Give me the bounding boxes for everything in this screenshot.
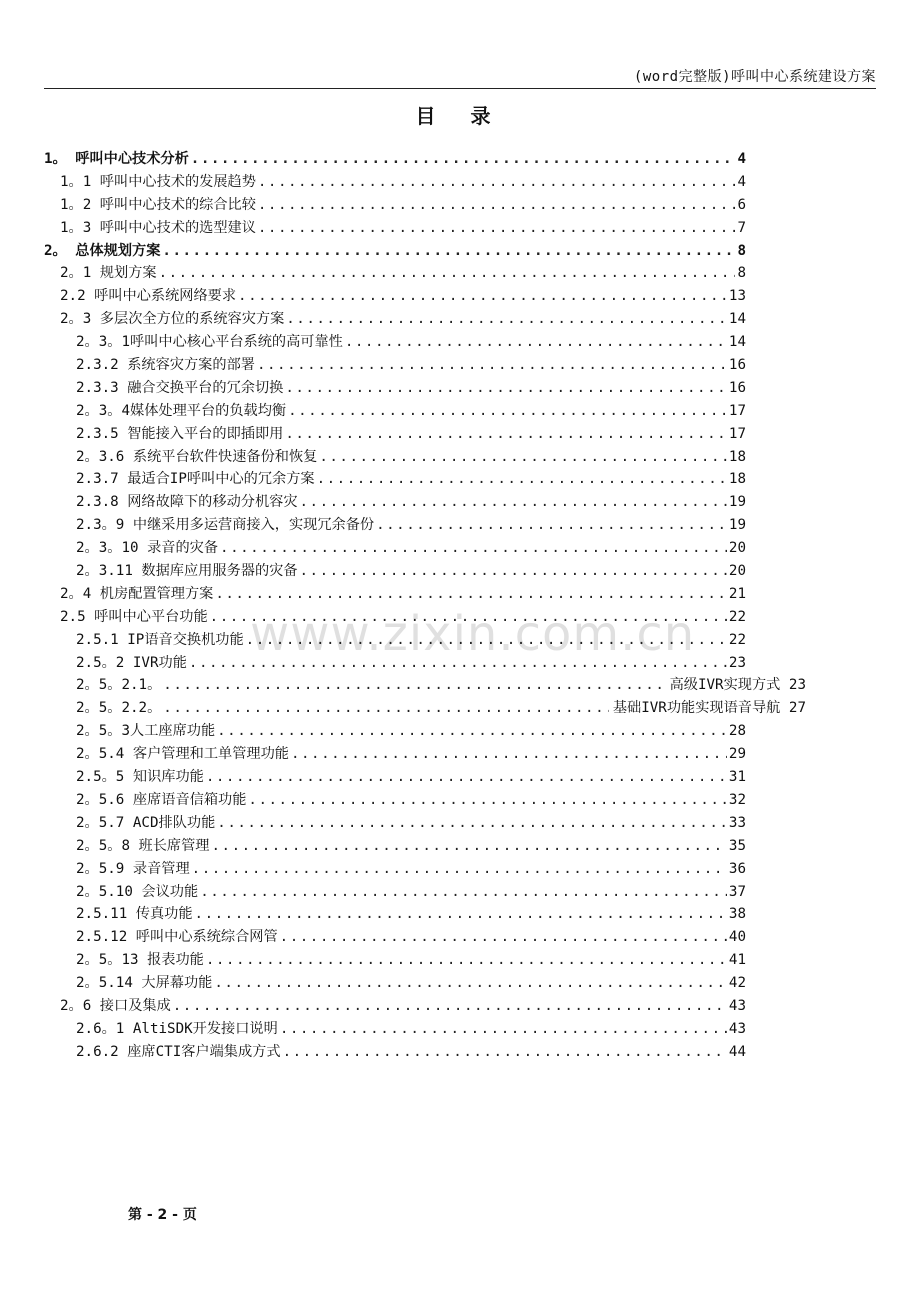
toc-entry[interactable] bbox=[44, 331, 746, 354]
toc-leader-dots bbox=[173, 998, 727, 1014]
toc-entry-label: 2。1 规划方案 bbox=[60, 265, 157, 282]
toc-entry[interactable] bbox=[44, 400, 746, 423]
toc-page-number: 16 bbox=[728, 379, 746, 396]
toc-page-number: 29 bbox=[728, 746, 746, 763]
toc-page-number: 43 bbox=[728, 1020, 746, 1037]
toc-page-number: 23 bbox=[788, 677, 806, 694]
toc-entry[interactable] bbox=[44, 812, 746, 835]
toc-leader-dots bbox=[291, 746, 727, 762]
toc-page-number: 27 bbox=[788, 700, 806, 717]
header-note: (word完整版)呼叫中心系统建设方案 bbox=[633, 69, 876, 85]
toc-leader-dots bbox=[257, 357, 727, 373]
toc-page-number: 35 bbox=[728, 837, 746, 854]
toc-leader-dots bbox=[192, 861, 727, 877]
toc-page-number: 23 bbox=[728, 654, 746, 671]
toc-page-number: 20 bbox=[728, 540, 746, 557]
toc-leader-dots bbox=[200, 884, 727, 900]
toc-leader-dots bbox=[258, 220, 736, 236]
toc-leader-dots bbox=[217, 815, 727, 831]
toc-entry-label: 2。5。8 班长席管理 bbox=[76, 837, 210, 854]
toc-leader-dots bbox=[214, 975, 727, 991]
toc-leader-dots bbox=[300, 494, 727, 510]
toc-entry-label: 2。3。4媒体处理平台的负载均衡 bbox=[76, 402, 287, 419]
toc-entry[interactable] bbox=[44, 949, 746, 972]
toc-entry[interactable] bbox=[44, 881, 746, 904]
toc-entry[interactable] bbox=[44, 835, 746, 858]
table-of-contents bbox=[44, 148, 806, 1064]
toc-page-number: 21 bbox=[728, 585, 746, 602]
toc-entry-label: 2.5 呼叫中心平台功能 bbox=[60, 608, 208, 625]
toc-leader-dots bbox=[217, 723, 727, 739]
toc-entry[interactable] bbox=[44, 217, 746, 240]
toc-entry[interactable] bbox=[44, 308, 746, 331]
toc-leader-dots bbox=[258, 174, 736, 190]
toc-entry-label: 2.2 呼叫中心系统网络要求 bbox=[60, 288, 237, 305]
toc-entry[interactable] bbox=[44, 537, 746, 560]
toc-leader-dots bbox=[220, 540, 727, 556]
toc-leader-dots bbox=[285, 380, 727, 396]
toc-title: 目 录 bbox=[415, 104, 505, 128]
toc-page-number: 6 bbox=[737, 196, 746, 213]
toc-entry[interactable] bbox=[44, 285, 746, 308]
toc-entry-label: 2.3.7 最适合IP呼叫中心的冗余方案 bbox=[76, 471, 315, 488]
toc-leader-dots bbox=[300, 563, 727, 579]
toc-page-number: 17 bbox=[728, 425, 746, 442]
toc-entry[interactable] bbox=[44, 903, 746, 926]
toc-leader-dots bbox=[317, 471, 727, 487]
toc-leader-dots bbox=[195, 906, 727, 922]
toc-leader-dots bbox=[319, 449, 727, 465]
toc-entry-label: 2.3。9 中继采用多运营商接入，实现冗余备份 bbox=[76, 517, 375, 534]
toc-page-number: 16 bbox=[728, 357, 746, 374]
toc-page-number: 18 bbox=[728, 448, 746, 465]
toc-leader-dots bbox=[206, 952, 727, 968]
toc-entry[interactable] bbox=[44, 1018, 746, 1041]
toc-entry-label: 2。3.11 数据库应用服务器的灾备 bbox=[76, 563, 298, 580]
toc-entry-label: 2。5.4 客户管理和工单管理功能 bbox=[76, 746, 289, 763]
toc-page-number: 14 bbox=[728, 334, 746, 351]
toc-leader-dots bbox=[210, 609, 727, 625]
toc-page-number: 4 bbox=[737, 173, 746, 190]
toc-entry[interactable] bbox=[44, 583, 746, 606]
toc-leader-dots bbox=[286, 311, 727, 327]
toc-leader-dots bbox=[288, 403, 727, 419]
toc-leader-dots bbox=[206, 769, 727, 785]
toc-entry-label: 2。5.14 大屏幕功能 bbox=[76, 975, 213, 992]
toc-leader-dots bbox=[189, 655, 727, 671]
toc-entry-label: 2。5.7 ACD排队功能 bbox=[76, 814, 216, 831]
toc-page-number: 33 bbox=[728, 814, 746, 831]
toc-page-number: 8 bbox=[737, 265, 746, 282]
toc-leader-dots bbox=[159, 265, 736, 281]
toc-page-number: 28 bbox=[728, 723, 746, 740]
toc-entry[interactable] bbox=[44, 697, 806, 720]
spacer bbox=[780, 677, 789, 693]
toc-page-number: 4 bbox=[737, 151, 746, 167]
toc-entry-label: 2。5.6 座席语音信箱功能 bbox=[76, 791, 247, 808]
toc-entry-trail-title: 高级IVR实现方式 bbox=[669, 677, 781, 694]
toc-page-number: 17 bbox=[728, 402, 746, 419]
toc-entry[interactable] bbox=[44, 674, 806, 697]
toc-entry[interactable] bbox=[44, 629, 746, 652]
page-footer: 第 - 2 - 页 bbox=[128, 1207, 197, 1223]
toc-entry-label: 2.3.3 融合交换平台的冗余切换 bbox=[76, 379, 284, 396]
toc-page-number: 38 bbox=[728, 906, 746, 923]
toc-entry[interactable] bbox=[44, 995, 746, 1018]
toc-leader-dots bbox=[191, 151, 736, 167]
toc-page-number: 41 bbox=[728, 952, 746, 969]
toc-page-number: 31 bbox=[728, 769, 746, 786]
toc-page-number: 8 bbox=[737, 242, 746, 259]
toc-entry-label: 1。 呼叫中心技术分析 bbox=[44, 151, 189, 167]
toc-entry[interactable] bbox=[44, 766, 746, 789]
toc-page-number: 7 bbox=[737, 219, 746, 236]
toc-leader-dots bbox=[215, 586, 727, 602]
spacer bbox=[780, 700, 789, 716]
toc-entry-label: 2。5.10 会议功能 bbox=[76, 883, 199, 900]
toc-entry-label: 2.3.5 智能接入平台的即插即用 bbox=[76, 425, 284, 442]
watermark: www.zixin.com.cn bbox=[250, 606, 696, 662]
toc-entry[interactable] bbox=[44, 858, 746, 881]
toc-leader-dots bbox=[280, 929, 727, 945]
toc-entry[interactable] bbox=[44, 652, 746, 675]
toc-entry-label: 2。5。2.1。 bbox=[76, 677, 162, 694]
toc-leader-dots bbox=[238, 288, 727, 304]
toc-entry[interactable] bbox=[44, 171, 746, 194]
header-divider bbox=[44, 88, 876, 89]
toc-page-number: 42 bbox=[728, 975, 746, 992]
toc-page-number: 43 bbox=[728, 997, 746, 1014]
toc-entry-label: 2。4 机房配置管理方案 bbox=[60, 585, 214, 602]
toc-entry-label: 2.5。2 IVR功能 bbox=[76, 654, 187, 671]
toc-entry-label: 2.5。5 知识库功能 bbox=[76, 769, 204, 786]
toc-entry[interactable] bbox=[44, 148, 746, 171]
toc-entry-label: 2。 总体规划方案 bbox=[44, 242, 161, 259]
toc-entry-label: 1。2 呼叫中心技术的综合比较 bbox=[60, 196, 256, 213]
toc-leader-dots bbox=[345, 334, 727, 350]
toc-entry[interactable] bbox=[44, 926, 746, 949]
toc-entry[interactable] bbox=[44, 789, 746, 812]
toc-entry-label: 2。5。2.2。 bbox=[76, 700, 162, 717]
toc-leader-dots bbox=[163, 677, 665, 693]
toc-entry-label: 2.3.2 系统容灾方案的部署 bbox=[76, 357, 255, 374]
toc-page-number: 36 bbox=[728, 860, 746, 877]
toc-entry[interactable] bbox=[44, 606, 746, 629]
toc-page-number: 44 bbox=[728, 1043, 746, 1060]
toc-leader-dots bbox=[280, 1021, 727, 1037]
toc-entry-label: 2。5。3人工座席功能 bbox=[76, 723, 216, 740]
toc-page-number: 19 bbox=[728, 494, 746, 511]
toc-entry[interactable] bbox=[44, 972, 746, 995]
toc-entry[interactable] bbox=[44, 468, 746, 491]
toc-page-number: 20 bbox=[728, 563, 746, 580]
toc-entry-label: 1。3 呼叫中心技术的选型建议 bbox=[60, 219, 256, 236]
toc-page-number: 40 bbox=[728, 929, 746, 946]
toc-entry-label: 2。5。13 报表功能 bbox=[76, 952, 204, 969]
toc-leader-dots bbox=[162, 243, 735, 259]
toc-leader-dots bbox=[285, 426, 727, 442]
toc-page-number: 19 bbox=[728, 517, 746, 534]
toc-entry[interactable] bbox=[44, 262, 746, 285]
toc-entry[interactable] bbox=[44, 354, 746, 377]
toc-entry[interactable] bbox=[44, 446, 746, 469]
toc-page-number: 18 bbox=[728, 471, 746, 488]
toc-entry-trail-title: 基础IVR功能实现语音导航 bbox=[612, 700, 781, 717]
toc-entry-label: 2。3。1呼叫中心核心平台系统的高可靠性 bbox=[76, 334, 343, 351]
toc-entry-label: 2.5.11 传真功能 bbox=[76, 906, 193, 923]
toc-leader-dots bbox=[211, 838, 726, 854]
toc-leader-dots bbox=[248, 792, 727, 808]
toc-entry-label: 2。3 多层次全方位的系统容灾方案 bbox=[60, 311, 285, 328]
toc-leader-dots bbox=[258, 197, 736, 213]
toc-leader-dots bbox=[163, 700, 609, 716]
toc-entry-label: 2。5.9 录音管理 bbox=[76, 860, 190, 877]
toc-entry-label: 2.5.1 IP语音交换机功能 bbox=[76, 631, 244, 648]
toc-page-number: 37 bbox=[728, 883, 746, 900]
toc-entry[interactable] bbox=[44, 560, 746, 583]
toc-entry[interactable] bbox=[44, 1041, 746, 1064]
toc-entry-label: 2。3。10 录音的灾备 bbox=[76, 540, 219, 557]
toc-entry-label: 2。3.6 系统平台软件快速备份和恢复 bbox=[76, 448, 318, 465]
toc-entry-label: 2.6。1 AltiSDK开发接口说明 bbox=[76, 1020, 278, 1037]
toc-page-number: 22 bbox=[728, 608, 746, 625]
toc-entry[interactable] bbox=[44, 423, 746, 446]
toc-entry[interactable] bbox=[44, 743, 746, 766]
toc-entry-label: 2.5.12 呼叫中心系统综合网管 bbox=[76, 929, 278, 946]
toc-page-number: 32 bbox=[728, 791, 746, 808]
toc-entry-label: 2.6.2 座席CTI客户端集成方式 bbox=[76, 1043, 281, 1060]
toc-entry-label: 2。6 接口及集成 bbox=[60, 997, 171, 1014]
toc-page-number: 14 bbox=[728, 311, 746, 328]
toc-entry-label: 1。1 呼叫中心技术的发展趋势 bbox=[60, 173, 256, 190]
toc-entry[interactable] bbox=[44, 514, 746, 537]
toc-entry[interactable] bbox=[44, 491, 746, 514]
toc-leader-dots bbox=[246, 632, 727, 648]
toc-leader-dots bbox=[283, 1044, 727, 1060]
toc-page-number: 13 bbox=[728, 288, 746, 305]
toc-entry[interactable] bbox=[44, 720, 746, 743]
toc-entry[interactable] bbox=[44, 194, 746, 217]
toc-leader-dots bbox=[376, 517, 727, 533]
toc-page-number: 22 bbox=[728, 631, 746, 648]
toc-entry[interactable] bbox=[44, 240, 746, 263]
toc-entry-label: 2.3.8 网络故障下的移动分机容灾 bbox=[76, 494, 298, 511]
toc-entry[interactable] bbox=[44, 377, 746, 400]
